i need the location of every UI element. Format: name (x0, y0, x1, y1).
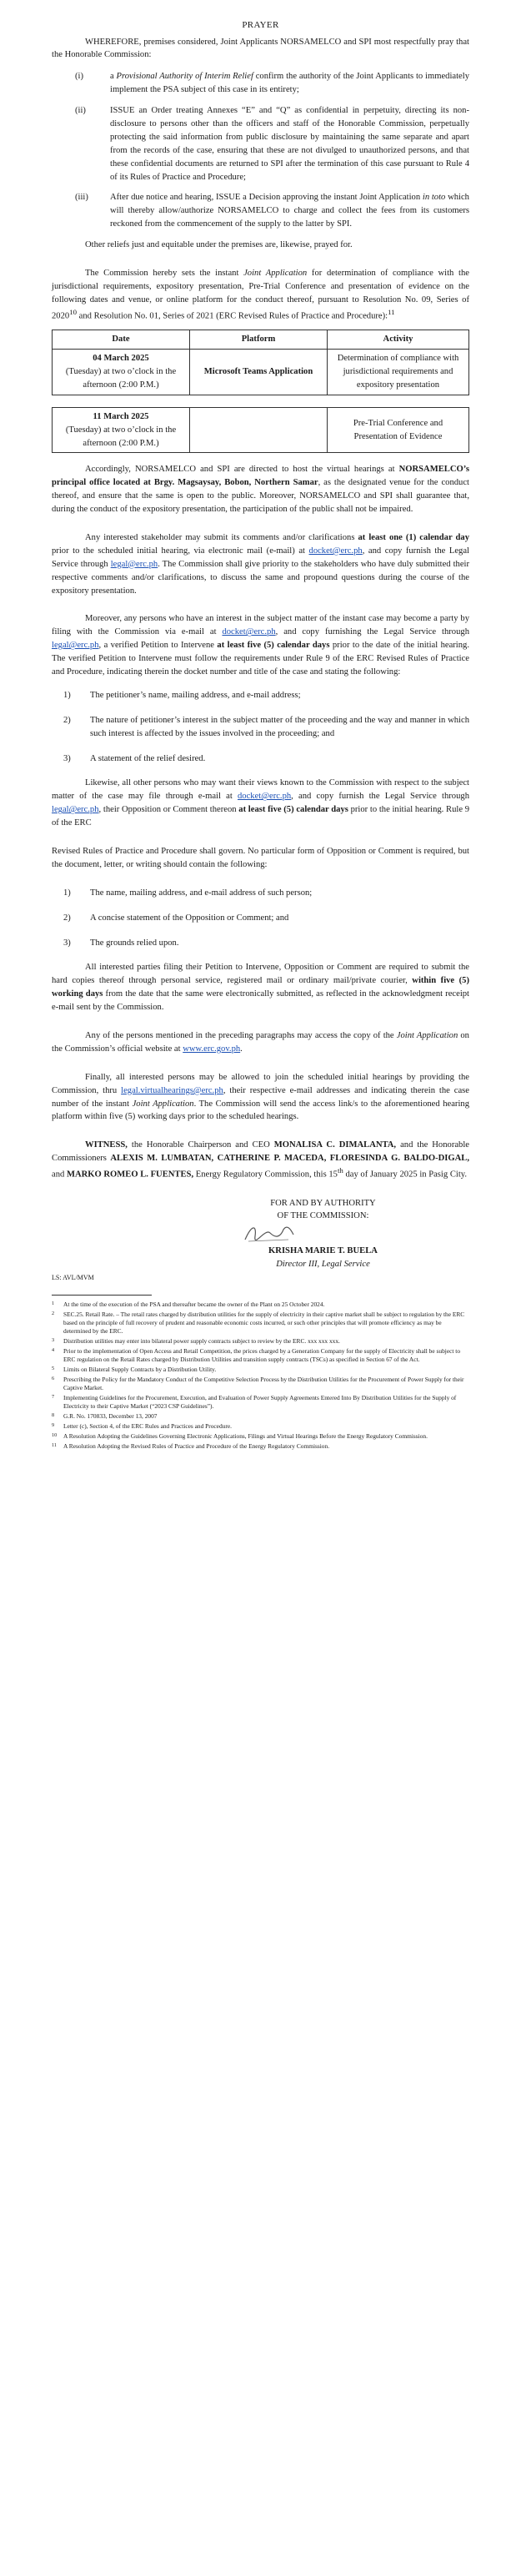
signature-block (177, 1197, 469, 1272)
stakeholder-paragraph: Any interested stakeholder may submit its comments and/or clarifications at least one (1) calendar day prior to the scheduled initial hearing, via electronic mail (e-mail) at docket@erc.ph, and copy furnish the Legal Service through legal@erc.ph. The Commission shall give priority to the stakeholders who have duly submitted their respective comments and/or clarifications, to discuss the same and propound questions during the course of the expository presentation. (52, 532, 469, 596)
footnote-ref: 11 (388, 307, 395, 316)
legal-email-link[interactable]: legal@erc.ph (52, 805, 99, 815)
prayer-list (52, 70, 469, 231)
footnote: 10 A Resolution Adopting the Guidelines Governing Electronic Applications, Filings and Virtual Hearings Before the Energy Regulatory Commission. (52, 1431, 428, 1440)
list-item: 3) The grounds relied upon. (63, 938, 179, 948)
footnote: 7 Implementing Guidelines for the Procurement, Execution, and Evaluation of Power Supply Agreements Entered Into By Distribution Utilities for the Supply of Electricity to their Captive Market (“2023 CSP Guidelines”). (52, 1393, 457, 1410)
intervene-paragraph: Moreover, any persons who have an interest in the subject matter of the instant case may become a party by filing with the Commission via e-mail at docket@erc.ph, and copy furnishing the Legal Service through legal@erc.ph, a verified Petition to Intervene at least five (5) calendar days prior to the date of the initial hearing. The verified Petition to Intervene must follow the requirements under Rule 9 of the ERC Revised Rules of Practice and Procedure, indicating therein the docket number and title of the case and stating the following: (52, 614, 469, 677)
schedule-date-cell: 04 March 2025 (Tuesday) at two o’clock in the afternoon (2:00 P.M.) (53, 350, 190, 395)
virtual-hearing-paragraph: Finally, all interested persons may be allowed to join the scheduled initial hearings by providing the Commission, thru legal.virtualhearings@erc.ph, their respective e-mail addresses and indicating therein the case number of the instant Joint Application. The Commission will send the access link/s to the aforementioned hearing platform within five (5) working days prior to the scheduled hearings. (52, 1072, 469, 1122)
schedule-activity-cell: Pre-Trial Conference and Presentation of Evidence (328, 407, 469, 453)
hardcopy-paragraph: All interested parties filing their Petition to Intervene, Opposition or Comment are required to submit the hard copies thereof through personal service, registered mail or ordinary mail/private courier, within five (5) working days from the date that the same were electronically submitted, as reflected in the acknowledgment receipt e-mail sent by the Commission. (52, 963, 470, 1013)
schedule-header-row (53, 330, 469, 350)
witness-paragraph: WITNESS, the Honorable Chairperson and CEO MONALISA C. DIMALANTA, and the Honorable Commissioners ALEXIS M. LUMBATAN, CATHERINE P. MACEDA, FLORESINDA G. BALDO-DIGAL, and MARKO ROMEO L. FUENTES, Energy Regulatory Commission, this 15th day of January 2025 in Pasig City. (52, 1140, 469, 1180)
authority-line: OF THE COMMISSION: (277, 1211, 369, 1221)
erc-website-link[interactable]: www.erc.gov.ph (183, 1044, 241, 1054)
schedule-header-activity: Activity (328, 330, 469, 350)
revised-rules-paragraph: Revised Rules of Practice and Procedure shall govern. No particular form of Opposition or Comment is required, but the document, letter, or writing should contain the following: (52, 847, 469, 869)
schedule-row (53, 350, 469, 395)
authority-line: FOR AND BY AUTHORITY (270, 1198, 376, 1208)
footnote: 6 Prescribing the Policy for the Mandatory Conduct of the Competitive Selection Process by the Distribution Utilities for the Procurement of Power Supply for their Captive Market. (52, 1376, 464, 1391)
prayer-item-number: (ii) (75, 106, 86, 116)
footnote: 1 At the time of the execution of the PSA and thereafter became the owner of the Plant on 25 October 2024. (52, 1301, 325, 1309)
legal-email-link[interactable]: legal@erc.ph (110, 559, 158, 569)
prayer-item-number: (i) (75, 72, 83, 82)
list-item: 1) The petitioner’s name, mailing address, and e-mail address; (63, 690, 301, 700)
signatory-title: Director III, Legal Service (276, 1260, 370, 1270)
list-item: 2) A concise statement of the Opposition or Comment; and (63, 913, 289, 923)
hearing-paragraph: The Commission hereby sets the instant Joint Application for determination of compliance with the jurisdictional requirements, expository presentation, Pre-Trial Conference and presentation of evidence on the following dates and venue, or online platform for the conduct thereof, pursuant to Resolution No. 09, Series of 2020$^{10}$ and Resolution No. 01, Series of 2021 (ERC Revised Rules of Practice and Procedure):$^{11}$ (52, 268, 469, 321)
prayer-item (52, 191, 469, 231)
virtual-hearing-email-link[interactable]: legal.virtualhearings@erc.ph (121, 1085, 223, 1095)
footnote: 2 SEC.25. Retail Rate. – The retail rates charged by distribution utilities for the supply of electricity in their captive market shall be subject to regulation by the ERC based on the principle of full recovery of prudent and reasonable economic costs incurred, or such other principles that will promote efficiency as may be determined by the ERC. (52, 1311, 465, 1336)
legal-email-link[interactable]: legal@erc.ph (52, 641, 99, 651)
list-item: 1) The name, mailing address, and e-mail address of such person; (63, 888, 313, 898)
footnote-ref: 10 (69, 307, 78, 316)
footnote: 9 Letter (c), Section 4, of the ERC Rules and Practices and Procedure. (52, 1421, 232, 1430)
schedule-header-date: Date (53, 330, 190, 350)
prayer-intro: WHEREFORE, premises considered, Joint Applicants NORSAMELCO and SPI most respectfully pray that the Honorable Commission: (52, 37, 469, 60)
host-paragraph: Accordingly, NORSAMELCO and SPI are directed to host the virtual hearings at NORSAMELCO’s principal office located at Brgy. Magsaysay, Bobon, Northern Samar, as the designated venue for the conduct thereof, and ensure that the same is open to the public. Moreover, NORSAMELCO and SPI shall guarantee that, during the conduct of the expository presentation, the participation of the public shall not be impaired. (52, 465, 469, 515)
intervene-requirements-list (52, 689, 469, 766)
schedule-row (53, 407, 469, 453)
docket-email-link[interactable]: docket@erc.ph (308, 546, 363, 556)
prayer-item-text: After due notice and hearing, ISSUE a Decision approving the instant Joint Application in toto which will thereby allow/authorize NORSAMELCO to charge and collect the fees from its customers reckoned from the commencement of the supply to the latter by SPI. (110, 193, 469, 229)
prayer-item-text: ISSUE an Order treating Annexes “E” and “Q” as confidential in perpetuity, directing its non-disclosure to persons other than the officers and staff of the Honorable Commission, perpetually protecting the said information from public disclosure by maintaining the same separate and apart from the records of the case, ensuring that these are not divulged to unauthorized persons, and that these confidential documents are returned to SPI after the termination of this case pursuant to Rule 4 of its Rules of Practice and Procedure; (110, 106, 469, 182)
schedule-header-platform: Platform (190, 330, 328, 350)
prayer-item-text: a Provisional Authority of Interim Relief confirm the authority of the Joint Applicants to immediately implement the PSA subject of this case in its entirety; (110, 72, 470, 95)
handwritten-signature (177, 1223, 469, 1245)
prayer-heading: PRAYER (242, 20, 279, 30)
other-reliefs: Other reliefs just and equitable under the premises are, likewise, prayed for. (85, 240, 353, 250)
reference-initials: LS: AVL/MVM (52, 1274, 94, 1282)
schedule-platform-cell: Microsoft Teams Application (190, 350, 328, 395)
footnote: 11 A Resolution Adopting the Revised Rules of Practice and Procedure of the Energy Regulatory Commission. (52, 1441, 330, 1450)
opposition-paragraph: Likewise, all other persons who may want their views known to the Commission with respect to the subject matter of the case may file through e-mail at docket@erc.ph, and copy furnish the Legal Service through legal@erc.ph, their Opposition or Comment thereon at least five (5) calendar days prior to the initial hearing. Rule 9 of the ERC (52, 778, 470, 828)
copy-access-paragraph: Any of the persons mentioned in the preceding paragraphs may access the copy of the Joint Application on the Commission’s official website at www.erc.gov.ph. (52, 1031, 469, 1054)
prayer-item (52, 70, 469, 97)
footnote: 8 G.R. No. 170833, December 13, 2007 (52, 1411, 158, 1420)
docket-email-link[interactable]: docket@erc.ph (238, 792, 292, 802)
footnote: 3 Distribution utilities may enter into bilateral power supply contracts subject to review by the ERC. xxx xxx xxx. (52, 1337, 340, 1346)
prayer-item-number: (iii) (75, 193, 88, 203)
list-item: 2) The nature of petitioner’s interest in the subject matter of the proceeding and the way and manner in which such interest is affected by the issues involved in the proceeding; and (63, 715, 469, 738)
prayer-item (52, 104, 469, 184)
opposition-requirements-list (52, 887, 469, 950)
schedule-date-cell: 11 March 2025 (Tuesday) at two o’clock in the afternoon (2:00 P.M.) (53, 407, 190, 453)
schedule-table (52, 330, 469, 453)
schedule-activity-cell: Determination of compliance with jurisdictional requirements and expository presentation (328, 350, 469, 395)
footnotes (52, 1301, 469, 1451)
signatory-name: KRISHA MARIE T. BUELA (268, 1246, 378, 1256)
footnote-divider (52, 1295, 152, 1296)
schedule-platform-cell (190, 407, 328, 453)
list-item: 3) A statement of the relief desired. (63, 753, 206, 763)
docket-email-link[interactable]: docket@erc.ph (222, 627, 276, 637)
footnote: 5 Limits on Bilateral Supply Contracts by a Distribution Utility. (52, 1366, 217, 1374)
footnote: 4 Prior to the implementation of Open Access and Retail Competition, the prices charged by a Generation Company for the supply of Electricity shall be subject to ERC regulation on the Retail Rates charged by Distribution Utilities and transition supply contracts (TSCs) as specified in Section 67 of the Act. (52, 1347, 461, 1364)
